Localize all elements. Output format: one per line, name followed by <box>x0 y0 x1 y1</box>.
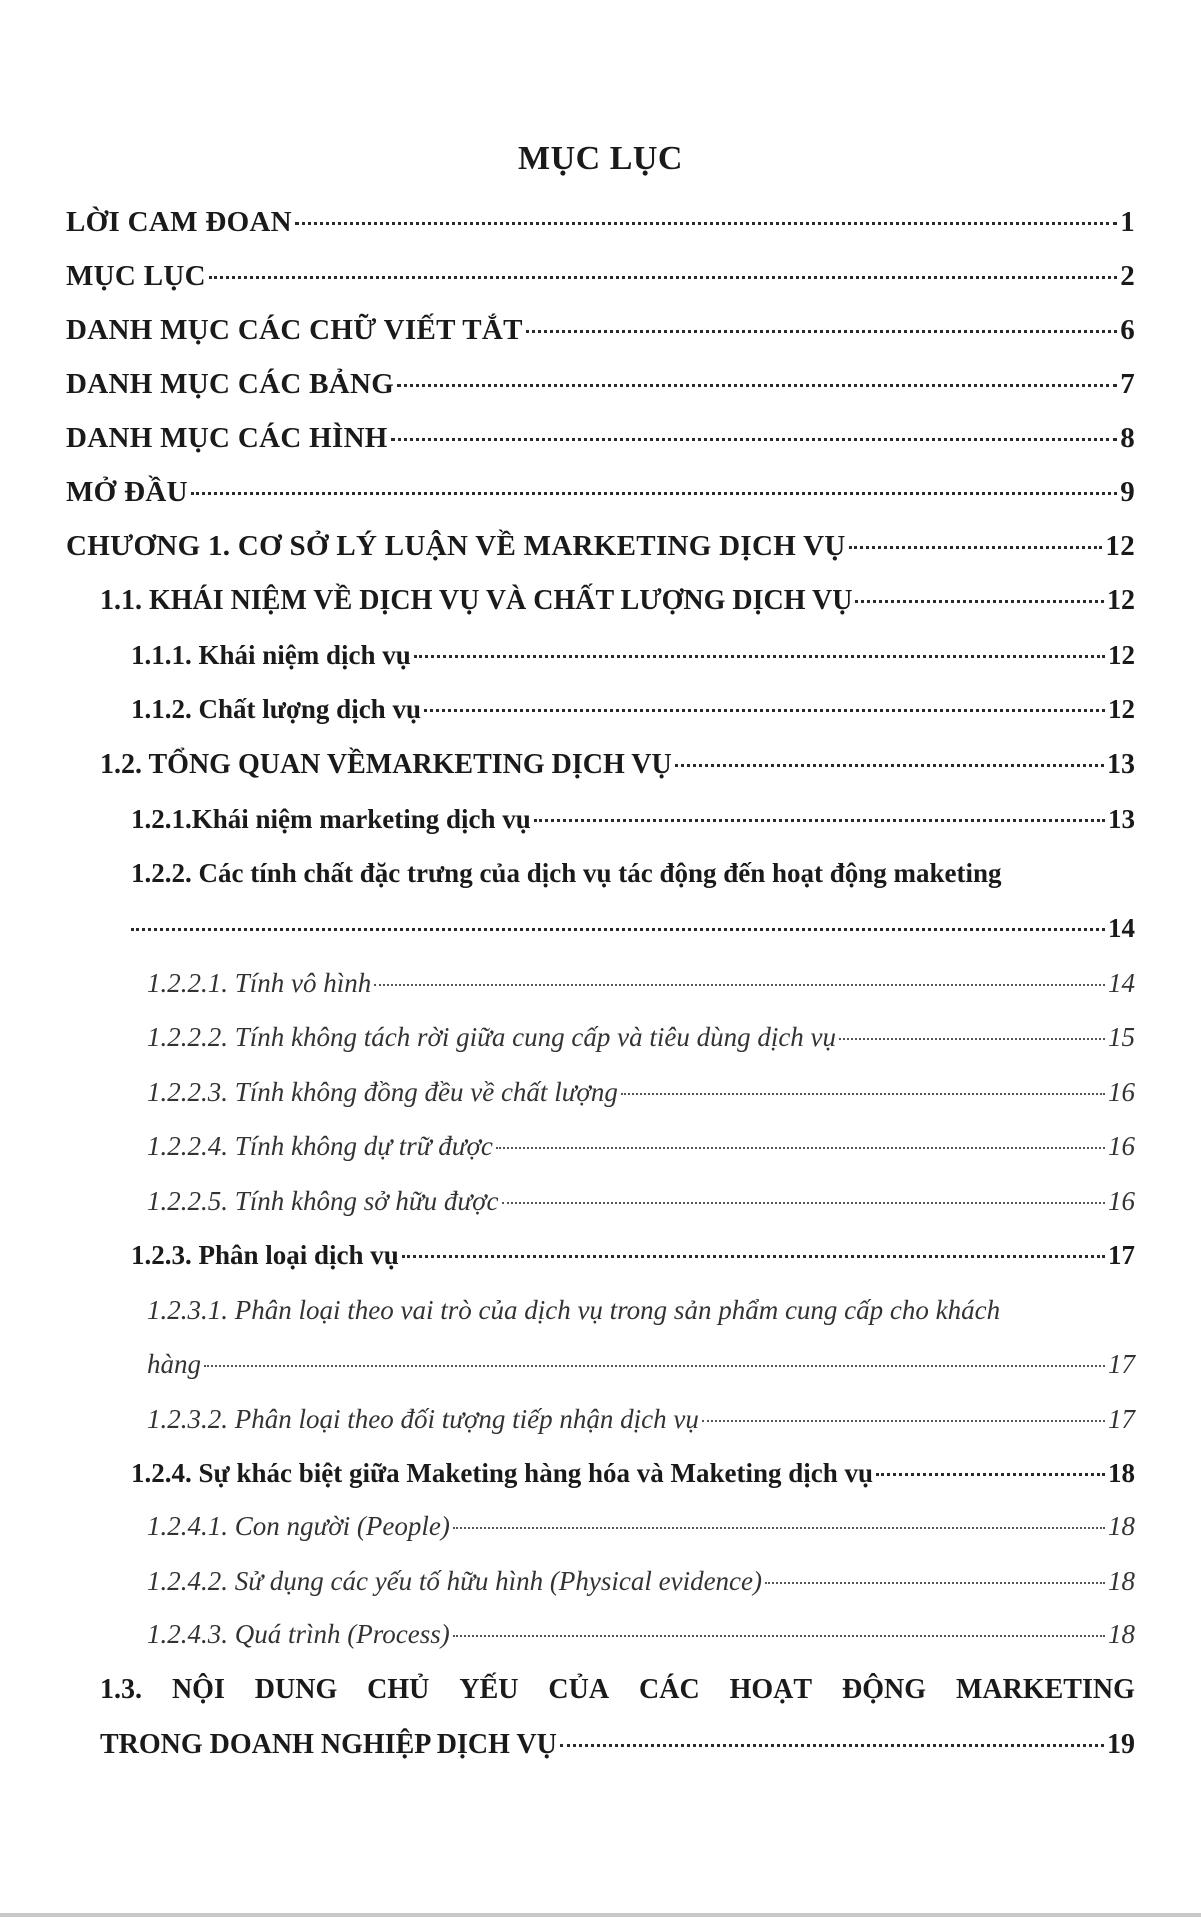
toc-entry-first-line[interactable] <box>131 858 1135 889</box>
toc-entry-text: 1.2.2.2. Tính không tách rời giữa cung cấp và tiêu dùng dịch vụ <box>147 1022 837 1052</box>
toc-entry-first-line[interactable] <box>100 1674 1135 1706</box>
dot-leader <box>397 384 1117 387</box>
toc-entry-page: 14 <box>1108 913 1135 943</box>
toc-word: CHỦ <box>367 1674 430 1705</box>
toc-entry-page: 8 <box>1120 422 1135 454</box>
toc-entry-page: 12 <box>1108 640 1135 670</box>
toc-entry[interactable] <box>147 1566 1135 1597</box>
dot-leader <box>839 1038 1105 1040</box>
toc-entry-page: 18 <box>1108 1619 1135 1649</box>
toc-entry-text: 1.2.4.3. Quá trình (Process) <box>147 1619 450 1649</box>
dot-leader <box>374 984 1105 986</box>
toc-entry[interactable] <box>147 1511 1135 1542</box>
dot-leader <box>402 1255 1105 1258</box>
toc-word: HOẠT <box>729 1674 813 1705</box>
dot-leader <box>526 330 1117 333</box>
dot-leader <box>534 819 1105 822</box>
toc-entry[interactable] <box>147 1404 1135 1435</box>
toc-entry-text: 1.2.4. Sự khác biệt giữa Maketing hàng hóa và Maketing dịch vụ <box>131 1458 873 1488</box>
toc-entry-page: 17 <box>1108 1349 1135 1379</box>
toc-entry-text: LỜI CAM ĐOAN <box>66 206 292 238</box>
toc-entry-text: 1.2.4.2. Sử dụng các yếu tố hữu hình (Physical evidence) <box>147 1566 763 1596</box>
dot-leader <box>204 1365 1105 1367</box>
toc-entry-text: CHƯƠNG 1. CƠ SỞ LÝ LUẬN VỀ MARKETING DỊCH VỤ <box>66 530 846 562</box>
bottom-edge <box>0 1913 1201 1917</box>
toc-entry[interactable] <box>147 1022 1135 1053</box>
toc-entry-continuation[interactable] <box>100 1729 1135 1761</box>
page-title: MỤC LỤC <box>518 140 683 177</box>
toc-entry-page: 15 <box>1108 1022 1135 1052</box>
toc-entry-page: 7 <box>1120 368 1135 400</box>
toc-entry-text: 1.2.3.1. Phân loại theo vai trò của dịch vụ trong sản phẩm cung cấp cho khách <box>147 1295 1001 1325</box>
toc-entry-text: 1.1.1. Khái niệm dịch vụ <box>131 640 411 670</box>
toc-entry[interactable] <box>147 1077 1135 1108</box>
toc-entry-text: 1.2.3. Phân loại dịch vụ <box>131 1240 399 1270</box>
dot-leader <box>295 222 1117 225</box>
toc-entry-text: DANH MỤC CÁC BẢNG <box>66 368 395 400</box>
toc-word: MARKETING <box>955 1674 1135 1705</box>
dot-leader <box>502 1202 1105 1204</box>
toc-entry[interactable] <box>66 476 1135 509</box>
dot-leader <box>191 492 1117 495</box>
toc-entry[interactable] <box>100 749 1135 781</box>
dot-leader <box>849 546 1103 549</box>
toc-entry[interactable] <box>131 1458 1135 1489</box>
toc-entry-page: 17 <box>1108 1240 1135 1270</box>
dot-leader <box>391 438 1118 441</box>
toc-entry-page: 13 <box>1108 804 1135 834</box>
toc-entry-text-continued: TRONG DOANH NGHIỆP DỊCH VỤ <box>100 1729 557 1760</box>
dot-leader <box>855 600 1104 603</box>
dot-leader <box>702 1420 1105 1422</box>
toc-entry-text: 1.1. KHÁI NIỆM VỀ DỊCH VỤ VÀ CHẤT LƯỢNG DỊCH VỤ <box>100 585 853 616</box>
toc-word: 1.3. <box>100 1674 142 1705</box>
toc-entry-continuation[interactable] <box>147 1349 1135 1380</box>
toc-entry-page: 9 <box>1120 476 1135 508</box>
dot-leader <box>131 928 1105 931</box>
dot-leader <box>560 1744 1104 1747</box>
toc-word: YẾU <box>459 1674 519 1705</box>
toc-word: ĐỘNG <box>842 1674 927 1705</box>
dot-leader <box>765 1582 1105 1584</box>
toc-entry-text: 1.2.1.Khái niệm marketing dịch vụ <box>131 804 531 834</box>
toc-entry-text: 1.2.2.3. Tính không đồng đều về chất lượng <box>147 1077 618 1107</box>
toc-word: NỘI <box>171 1674 225 1705</box>
toc-entry[interactable] <box>66 368 1135 401</box>
toc-entry[interactable] <box>147 1131 1135 1162</box>
dot-leader <box>621 1093 1105 1095</box>
toc-entry-page: 2 <box>1120 260 1135 292</box>
dot-leader <box>424 709 1105 712</box>
toc-entry[interactable] <box>66 260 1135 293</box>
toc-entry-page: 18 <box>1108 1458 1135 1488</box>
toc-entry-text-continued: hàng <box>147 1349 201 1379</box>
toc-entry-text: 1.2.4.1. Con người (People) <box>147 1511 450 1541</box>
toc-entry-text: 1.2.2. Các tính chất đặc trưng của dịch vụ tác động đến hoạt động maketing <box>131 858 1002 888</box>
toc-entry-text: 1.2.2.5. Tính không sở hữu được <box>147 1186 499 1216</box>
dot-leader <box>675 764 1104 767</box>
dot-leader <box>876 1473 1105 1476</box>
toc-entry[interactable] <box>66 314 1135 347</box>
toc-entry[interactable] <box>147 1186 1135 1217</box>
toc-entry-text: DANH MỤC CÁC HÌNH <box>66 422 388 454</box>
toc-entry-page: 18 <box>1108 1511 1135 1541</box>
toc-entry[interactable] <box>131 1240 1135 1271</box>
toc-entry-text: 1.1.2. Chất lượng dịch vụ <box>131 694 421 724</box>
toc-entry-first-line[interactable] <box>147 1295 1135 1326</box>
dot-leader <box>414 655 1105 658</box>
toc-entry-page: 14 <box>1108 968 1135 998</box>
toc-entry-page: 6 <box>1120 314 1135 346</box>
toc-entry-page: 16 <box>1108 1077 1135 1107</box>
toc-entry-text: 1.2.2.4. Tính không dự trữ được <box>147 1131 493 1161</box>
toc-entry-page: 12 <box>1107 585 1135 616</box>
toc-entry[interactable] <box>131 804 1135 835</box>
toc-word: DUNG <box>254 1674 338 1705</box>
toc-entry-page: 12 <box>1108 694 1135 724</box>
toc-entry[interactable] <box>100 585 1135 617</box>
toc-entry-page: 18 <box>1108 1566 1135 1596</box>
toc-entry-text: MỤC LỤC <box>66 260 206 292</box>
dot-leader <box>453 1635 1105 1637</box>
toc-entry-page: 16 <box>1108 1186 1135 1216</box>
toc-entry-page: 1 <box>1120 206 1135 238</box>
dot-leader <box>453 1527 1105 1529</box>
toc-entry[interactable] <box>131 694 1135 725</box>
toc-entry-continuation[interactable] <box>131 913 1135 944</box>
toc-word: CÁC <box>639 1674 700 1705</box>
dot-leader <box>209 276 1117 279</box>
toc-entry-page: 19 <box>1107 1729 1135 1760</box>
toc-entry-page: 16 <box>1108 1131 1135 1161</box>
toc-word: CỦA <box>548 1674 610 1705</box>
toc-entry-text: DANH MỤC CÁC CHỮ VIẾT TẮT <box>66 314 523 346</box>
dot-leader <box>496 1147 1105 1149</box>
toc-entry-page: 13 <box>1107 749 1135 780</box>
toc-entry-page: 17 <box>1108 1404 1135 1434</box>
toc-entry[interactable] <box>147 1619 1135 1650</box>
toc-entry-text: 1.2.3.2. Phân loại theo đối tượng tiếp nhận dịch vụ <box>147 1404 699 1434</box>
toc-entry-page: 12 <box>1105 530 1135 562</box>
toc-entry[interactable] <box>147 968 1135 999</box>
toc-entry[interactable] <box>66 422 1135 455</box>
toc-entry-text: MỞ ĐẦU <box>66 476 188 508</box>
toc-entry-text: 1.2. TỔNG QUAN VỀMARKETING DỊCH VỤ <box>100 749 672 780</box>
toc-entry-text: 1.2.2.1. Tính vô hình <box>147 968 372 998</box>
toc-entry[interactable] <box>131 640 1135 671</box>
toc-entry[interactable] <box>66 206 1135 239</box>
toc-entry[interactable] <box>66 530 1135 563</box>
